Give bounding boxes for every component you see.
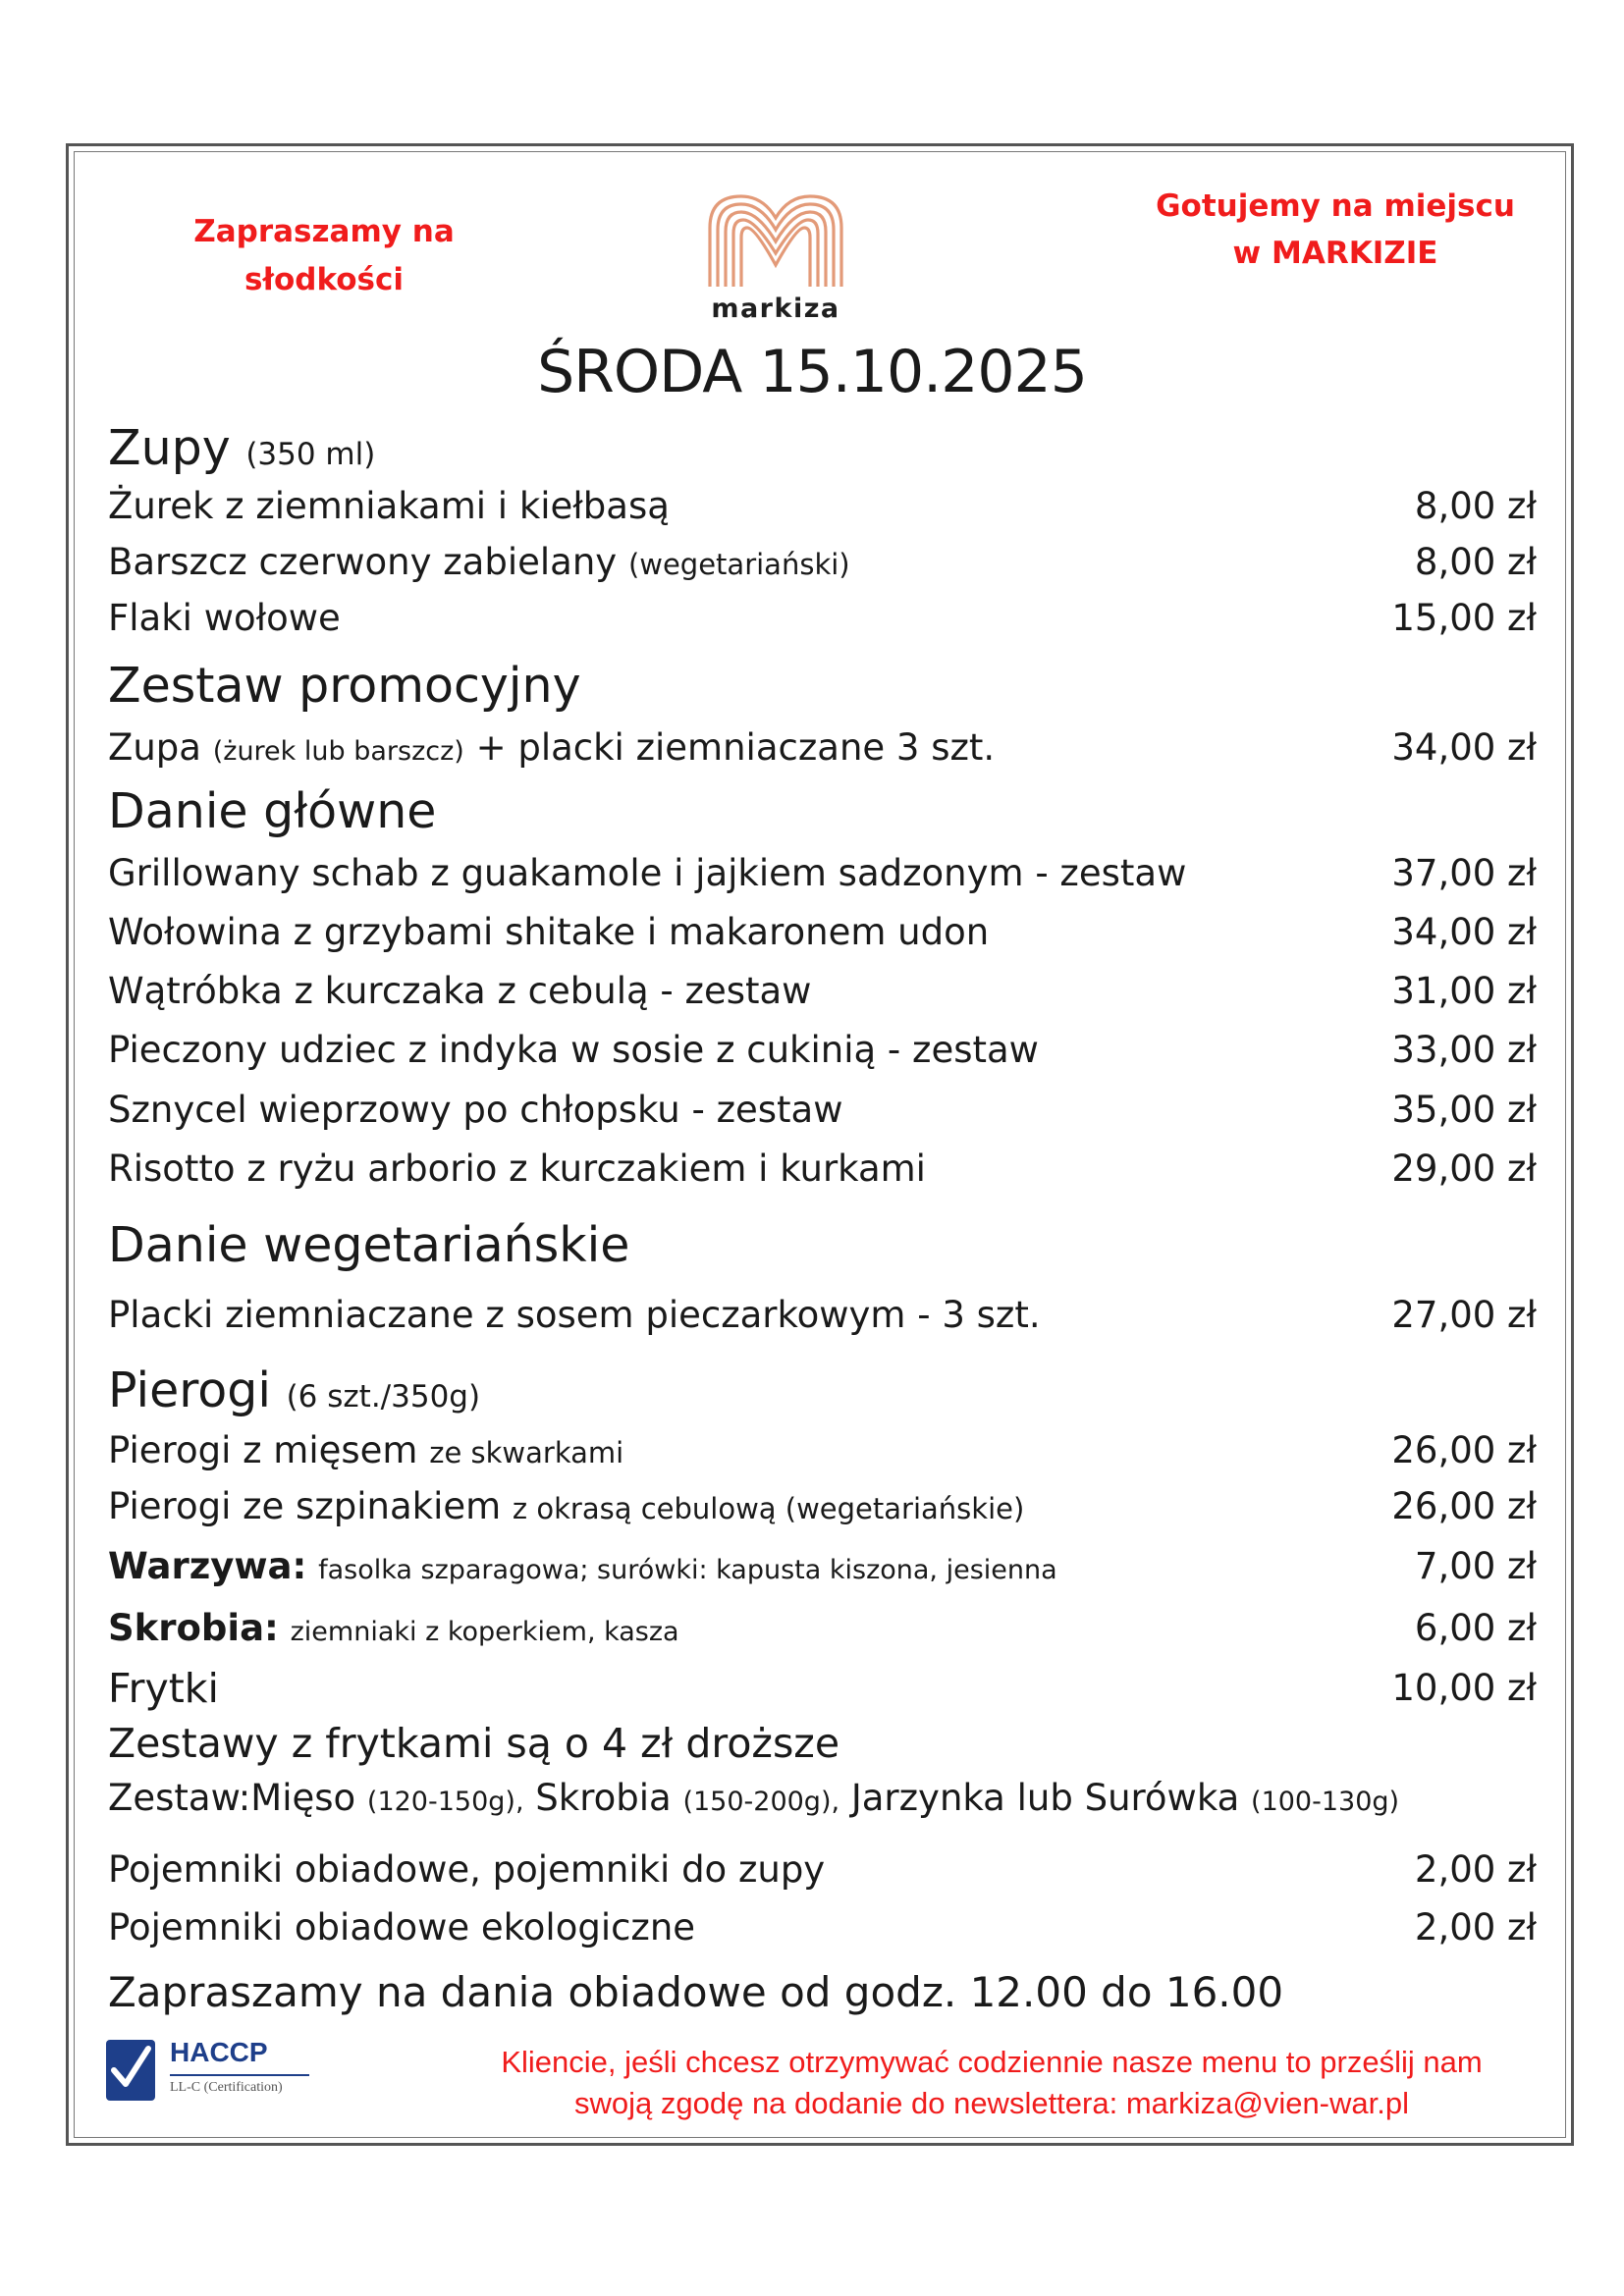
- menu-row: [108, 1842, 1537, 1897]
- section-title-pierogi: [108, 1362, 480, 1418]
- zestaw-b-note: (150-200g),: [682, 1787, 840, 1817]
- haccp-check-icon: [105, 2039, 156, 2102]
- item-price: 10,00 zł: [1391, 1667, 1537, 1709]
- item-price: 34,00 zł: [1391, 726, 1537, 769]
- menu-row: [108, 1423, 1537, 1478]
- logo-text: markiza: [711, 294, 840, 324]
- section-title-wege: Danie wegetariańskie: [108, 1217, 630, 1273]
- pierogi-title: Pierogi: [108, 1362, 271, 1418]
- date-title: ŚRODA 15.10.2025: [537, 338, 1087, 406]
- item-name-wrap: [108, 535, 850, 592]
- menu-row: [108, 1142, 1537, 1197]
- item-price: 27,00 zł: [1391, 1294, 1537, 1336]
- item-name: Pojemniki obiadowe, pojemniki do zupy: [108, 1848, 826, 1891]
- item-price: 6,00 zł: [1414, 1607, 1537, 1649]
- menu-row: [108, 1023, 1537, 1078]
- warzywa-label: Warzywa:: [108, 1545, 307, 1587]
- zestaw-a-note: (120-150g),: [366, 1787, 524, 1817]
- item-name: Sznycel wieprzowy po chłopsku - zestaw: [108, 1089, 843, 1131]
- menu-row: [108, 1479, 1537, 1534]
- opening-hours: Zapraszamy na dania obiadowe od godz. 12.00 do 16.00: [108, 1968, 1284, 2016]
- item-price: 15,00 zł: [1391, 597, 1537, 639]
- menu-row: [108, 905, 1537, 960]
- cooking-notice: [1149, 183, 1522, 277]
- item-price: 34,00 zł: [1391, 911, 1537, 953]
- markiza-m-icon: [702, 188, 849, 296]
- item-price: 35,00 zł: [1391, 1089, 1537, 1131]
- item-name-a: Zupa: [108, 726, 201, 769]
- item-name-b: + placki ziemniaczane 3 szt.: [475, 726, 996, 769]
- skrobia-note: ziemniaki z koperkiem, kasza: [290, 1617, 679, 1647]
- newsletter-notice: [412, 2042, 1571, 2124]
- sweets-invitation: [167, 208, 481, 304]
- item-price: 2,00 zł: [1414, 1906, 1537, 1949]
- item-price: 8,00 zł: [1414, 485, 1537, 527]
- item-price: 31,00 zł: [1391, 970, 1537, 1012]
- warzywa-note: fasolka szparagowa; surówki: kapusta kiszona, jesienna: [318, 1555, 1057, 1585]
- item-name: Pierogi ze szpinakiem: [108, 1485, 502, 1527]
- item-price: 2,00 zł: [1414, 1848, 1537, 1891]
- item-price: 26,00 zł: [1391, 1429, 1537, 1471]
- item-name: Pieczony udziec z indyka w sosie z cukinią - zestaw: [108, 1029, 1039, 1071]
- menu-row: [108, 535, 1537, 590]
- item-name-wrap: [108, 1539, 1057, 1598]
- item-name-wrap: [108, 1423, 623, 1480]
- item-price: 8,00 zł: [1414, 541, 1537, 583]
- item-price: 37,00 zł: [1391, 852, 1537, 894]
- item-name: Barszcz czerwony zabielany: [108, 541, 618, 583]
- sweets-line-1: Zapraszamy na: [193, 214, 455, 249]
- haccp-divider: [170, 2074, 309, 2076]
- newsletter-line-2: swoją zgodę na dodanie do newslettera: markiza@vien-war.pl: [574, 2086, 1409, 2120]
- section-title-glowne: Danie główne: [108, 783, 437, 839]
- section-title-promo: Zestaw promocyjny: [108, 658, 581, 714]
- frytki-info: Zestawy z frytkami są o 4 zł droższe: [108, 1720, 840, 1767]
- menu-row: [108, 721, 1537, 775]
- menu-row: [108, 1900, 1537, 1955]
- item-name: Wątróbka z kurczaka z cebulą - zestaw: [108, 970, 812, 1012]
- item-name: Pojemniki obiadowe ekologiczne: [108, 1906, 696, 1949]
- item-name-wrap: [108, 721, 995, 779]
- haccp-subtitle: LL-C (Certification): [170, 2080, 283, 2095]
- item-note: ze skwarkami: [429, 1436, 624, 1469]
- item-name: Flaki wołowe: [108, 597, 341, 639]
- zupy-title: Zupy: [108, 420, 231, 476]
- item-name-wrap: [108, 1479, 1024, 1536]
- newsletter-line-1: Kliencie, jeśli chcesz otrzymywać codziennie nasze menu to prześlij nam: [501, 2045, 1483, 2079]
- frytki-label: Frytki: [108, 1665, 219, 1712]
- pierogi-note: (6 szt./350g): [286, 1379, 481, 1415]
- sweets-line-2: słodkości: [244, 262, 404, 297]
- item-name: Risotto z ryżu arborio z kurczakiem i kurkami: [108, 1148, 926, 1190]
- item-note: (wegetariański): [627, 548, 850, 581]
- menu-row: [108, 1288, 1537, 1343]
- item-price: 33,00 zł: [1391, 1029, 1537, 1071]
- skrobia-label: Skrobia:: [108, 1607, 279, 1649]
- haccp-title: HACCP: [170, 2037, 268, 2067]
- cooking-line-2: w MARKIZIE: [1232, 236, 1438, 271]
- zestaw-a: Zestaw:Mięso: [108, 1777, 356, 1819]
- cooking-line-1: Gotujemy na miejscu: [1156, 188, 1515, 224]
- item-price: 7,00 zł: [1414, 1545, 1537, 1587]
- menu-row: [108, 591, 1537, 646]
- item-note: (żurek lub barszcz): [212, 736, 464, 767]
- item-price: 29,00 zł: [1391, 1148, 1537, 1190]
- item-name: Placki ziemniaczane z sosem pieczarkowym - 3 szt.: [108, 1294, 1041, 1336]
- item-name: Pierogi z mięsem: [108, 1429, 418, 1471]
- menu-row: [108, 846, 1537, 901]
- zestaw-composition: [108, 1777, 1399, 1819]
- menu-row: [108, 1661, 1537, 1716]
- zestaw-b: Skrobia: [535, 1777, 672, 1819]
- markiza-logo: [702, 188, 849, 336]
- section-title-zupy: [108, 420, 375, 476]
- item-name: Grillowany schab z guakamole i jajkiem sadzonym - zestaw: [108, 852, 1187, 894]
- menu-row: [108, 1539, 1537, 1594]
- menu-row: [108, 1083, 1537, 1138]
- menu-row: [108, 1601, 1537, 1656]
- item-note: z okrasą cebulową (wegetariańskie): [512, 1492, 1025, 1525]
- item-name: Wołowina z grzybami shitake i makaronem udon: [108, 911, 990, 953]
- zestaw-c: Jarzynka lub Surówka: [850, 1777, 1240, 1819]
- item-price: 26,00 zł: [1391, 1485, 1537, 1527]
- item-name: Żurek z ziemniakami i kiełbasą: [108, 485, 670, 527]
- menu-row: [108, 479, 1537, 534]
- zupy-note: (350 ml): [245, 437, 376, 472]
- zestaw-c-note: (100-130g): [1251, 1787, 1400, 1817]
- item-name-wrap: [108, 1601, 679, 1660]
- haccp-badge: [105, 2037, 321, 2106]
- menu-row: [108, 964, 1537, 1019]
